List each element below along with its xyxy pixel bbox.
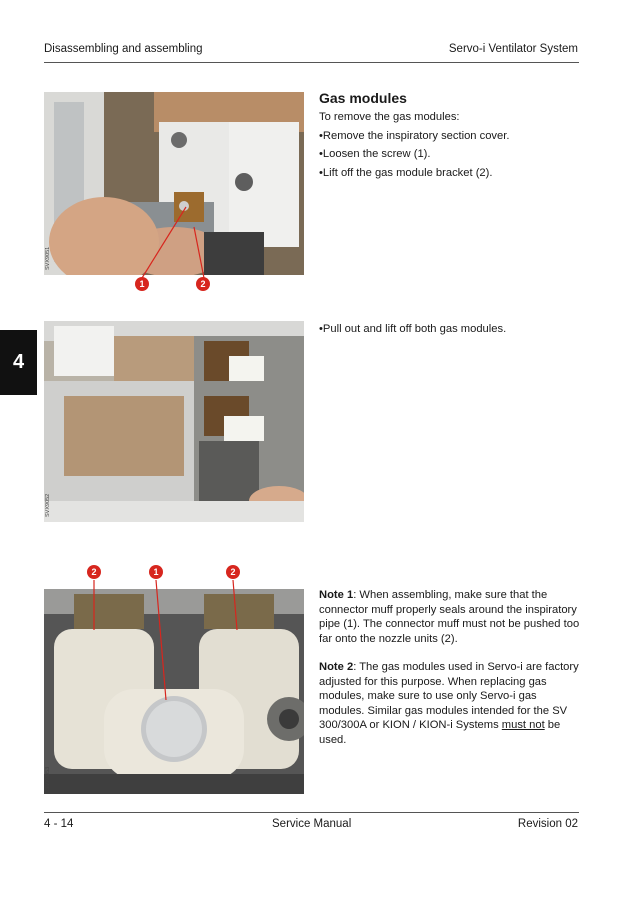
callout-lines-1: [44, 92, 304, 292]
footer-center: Service Manual: [272, 818, 352, 830]
note-1-label: Note 1: [319, 589, 354, 601]
section1-steps: [319, 129, 584, 181]
step-pull-out-modules: • Pull out and lift off both gas modules.: [319, 322, 584, 337]
note-1-text: : When assembling, make sure that the connector muff properly seals around the inspiratory pipe (1). The connector muff must not be pushed too far onto the nozzle units (2).: [319, 589, 580, 645]
photo-code-2: SVX9052: [45, 493, 51, 517]
header-rule: [44, 62, 579, 63]
step-lift-bracket: • Lift off the gas module bracket (2).: [319, 166, 584, 181]
section1-intro: To remove the gas modules:: [319, 111, 460, 123]
callout-2-right: 2: [226, 565, 240, 579]
photo-pull-out-modules: [44, 321, 304, 522]
callout-1-center: 1: [149, 565, 163, 579]
callout-2-left: 2: [87, 565, 101, 579]
note-2-text-a: : The gas modules used in Servo-i are factory adjusted for this purpose. When replacing gas modules, make sure to use only Servo-i gas modules. Similar gas modules intended for the SV 300/300A or KION / KION-i Systems: [319, 661, 579, 731]
callout-2: 2: [196, 277, 210, 291]
note-2-text-b: be used.: [319, 719, 561, 746]
header-right: Servo-i Ventilator System: [448, 43, 578, 55]
footer-rule: [44, 812, 579, 813]
note-2-label: Note 2: [319, 661, 354, 673]
step-loosen-screw: • Loosen the screw (1).: [319, 147, 584, 162]
section1-text: [319, 110, 584, 184]
callout-1: 1: [135, 277, 149, 291]
section2-steps: [319, 322, 584, 337]
photo-code-1: SVX9051: [45, 246, 51, 270]
section2-text: [319, 322, 584, 341]
note-2-must-not: must not: [501, 719, 545, 731]
note-2: [319, 660, 581, 747]
footer-right: Revision 02: [517, 818, 578, 830]
section-title: Gas modules: [319, 90, 407, 106]
photo-code-3: SVX9053: [45, 766, 51, 790]
note-1: [319, 588, 581, 646]
footer-page: 4 - 14: [44, 818, 74, 830]
callout-lines-3: [44, 572, 304, 712]
step-remove-cover: • Remove the inspiratory section cover.: [319, 129, 584, 144]
header-left: Disassembling and assembling: [44, 43, 203, 55]
chapter-tab: 4: [0, 330, 37, 395]
